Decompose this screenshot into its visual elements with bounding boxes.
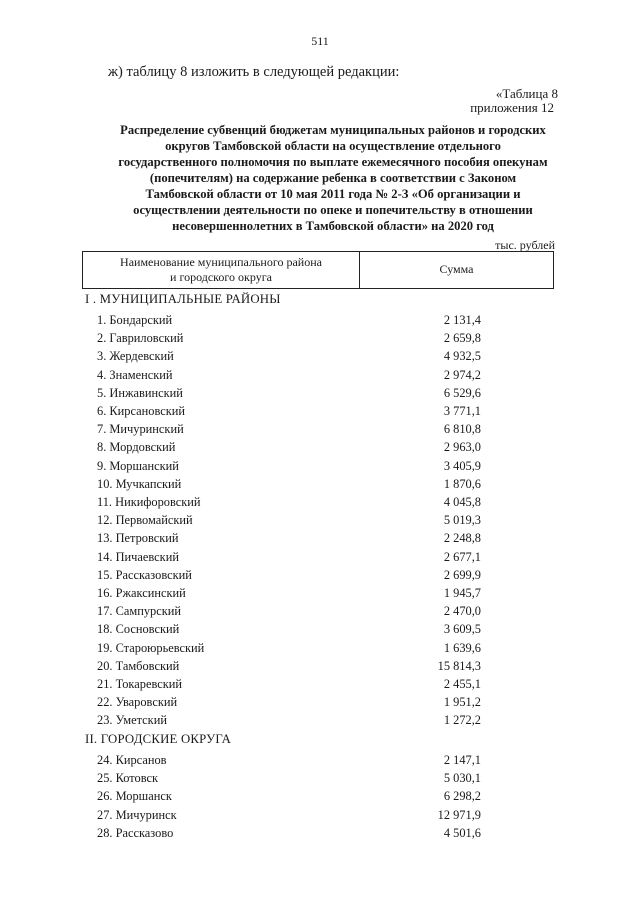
title-line: (попечителям) на содержание ребенка в соответствии с Законом: [149, 171, 517, 185]
row-name: 14. Пичаевский: [97, 549, 179, 564]
row-name: 23. Уметский: [97, 713, 167, 728]
row-value: 3 771,1: [443, 404, 481, 418]
table-row: [97, 826, 481, 844]
row-value: 2 974,2: [443, 367, 481, 382]
row-value: 2 677,1: [443, 549, 481, 564]
row-name: 5. Инжавинский: [97, 385, 183, 400]
header-sum-column: Сумма: [439, 262, 474, 276]
table-row: [97, 753, 481, 771]
row-value: 5 019,3: [443, 513, 481, 528]
document-title: [96, 122, 570, 234]
row-name: 25. Котовск: [97, 771, 159, 786]
table-row: [97, 404, 481, 422]
table-row: [97, 513, 481, 531]
title-line: несовершеннолетних в Тамбовской области» на 2020 год: [172, 219, 494, 233]
row-name: 26. Моршанск: [97, 789, 172, 804]
table-row: [97, 586, 481, 604]
row-name: 6. Кирсановский: [97, 404, 186, 418]
table-row: [97, 331, 481, 349]
intro-text: ж) таблицу 8 изложить в следующей редакции:: [108, 64, 400, 80]
table-row: [97, 604, 481, 622]
row-value: 2 699,9: [443, 567, 481, 582]
row-value: 2 147,1: [443, 753, 481, 767]
table-row: [97, 622, 481, 640]
row-value: 4 501,6: [443, 825, 481, 840]
table-header: [82, 251, 554, 289]
row-name: 15. Рассказовский: [97, 567, 192, 582]
row-value: 2 963,0: [443, 440, 481, 455]
row-name: 12. Первомайский: [97, 513, 193, 528]
table-reference-line-1: «Таблица 8: [495, 86, 558, 101]
row-name: 10. Мучкапский: [97, 476, 182, 491]
table-row: [97, 386, 481, 404]
title-line: государственного полномочия по выплате ежемесячного пособия опекунам: [118, 155, 548, 169]
title-line: Распределение субвенций бюджетам муниципальных районов и городских: [120, 123, 546, 137]
row-name: 11. Никифоровский: [97, 495, 201, 509]
table-row: [97, 368, 481, 386]
row-value: 2 659,8: [443, 331, 481, 346]
row-value: 6 529,6: [443, 385, 481, 400]
table-row: [97, 550, 481, 568]
section-heading: I . МУНИЦИПАЛЬНЫЕ РАЙОНЫ: [85, 292, 281, 306]
row-value: 6 810,8: [443, 422, 481, 437]
table-row: [97, 677, 481, 695]
title-line: округов Тамбовской области на осуществление отдельного: [165, 139, 501, 153]
header-name-line: и городского округа: [170, 270, 272, 284]
row-name: 8. Мордовский: [97, 440, 176, 455]
row-value: 2 131,4: [443, 313, 481, 327]
row-value: 2 248,8: [443, 531, 481, 546]
header-name-column: [83, 255, 359, 285]
row-value: 1 639,6: [443, 640, 481, 655]
row-name: 16. Ржаксинский: [97, 586, 186, 600]
header-name-line: Наименование муниципального района: [120, 255, 322, 269]
row-value: 1 945,7: [443, 586, 481, 600]
table-row: [97, 313, 481, 331]
table-row: [97, 695, 481, 713]
section-heading: II. ГОРОДСКИЕ ОКРУГА: [85, 732, 232, 746]
table-row: [97, 349, 481, 367]
row-name: 9. Моршанский: [97, 458, 179, 473]
table-row: [97, 531, 481, 549]
row-value: 1 870,6: [443, 476, 481, 491]
row-name: 7. Мичуринский: [97, 422, 184, 437]
row-value: 3 609,5: [443, 622, 481, 637]
row-value: 1 272,2: [443, 713, 481, 728]
row-name: 22. Уваровский: [97, 695, 178, 710]
table-row: [97, 808, 481, 826]
row-name: 13. Петровский: [97, 531, 179, 546]
table-row: [97, 440, 481, 458]
table-row: [97, 422, 481, 440]
row-value: 4 045,8: [443, 495, 481, 509]
row-name: 19. Староюрьевский: [97, 640, 205, 655]
row-value: 1 951,2: [443, 695, 481, 710]
table-row: [97, 771, 481, 789]
row-name: 27. Мичуринск: [97, 807, 177, 822]
row-name: 1. Бондарский: [97, 313, 173, 327]
row-value: 6 298,2: [443, 789, 481, 804]
table-row: [97, 477, 481, 495]
row-name: 2. Гавриловский: [97, 331, 184, 346]
row-value: 2 470,0: [443, 604, 481, 619]
row-name: 28. Рассказово: [97, 825, 174, 840]
table-reference-line-2: приложения 12: [470, 100, 554, 115]
row-name: 4. Знаменский: [97, 367, 173, 382]
page-number: 511: [311, 34, 329, 48]
table-row: [97, 459, 481, 477]
row-value: 3 405,9: [443, 458, 481, 473]
row-value: 2 455,1: [443, 677, 481, 691]
table-row: [97, 568, 481, 586]
table-row: [97, 641, 481, 659]
row-value: 4 932,5: [443, 349, 481, 364]
units-label: тыс. рублей: [495, 238, 555, 252]
table-row: [97, 659, 481, 677]
row-name: 17. Сампурский: [97, 604, 181, 619]
title-line: Тамбовской области от 10 мая 2011 года № 2-З «Об организации и: [145, 187, 521, 201]
row-name: 21. Токаревский: [97, 677, 183, 691]
row-value: 12 971,9: [437, 807, 481, 822]
row-name: 18. Сосновский: [97, 622, 180, 637]
row-name: 20. Тамбовский: [97, 658, 180, 673]
row-value: 5 030,1: [443, 771, 481, 786]
table-row: [97, 495, 481, 513]
row-value: 15 814,3: [437, 658, 481, 673]
title-line: осуществлении деятельности по опеке и попечительству в отношении: [133, 203, 533, 217]
row-name: 3. Жердевский: [97, 349, 174, 364]
table-row: [97, 789, 481, 807]
table-row: [97, 713, 481, 731]
row-name: 24. Кирсанов: [97, 753, 167, 767]
